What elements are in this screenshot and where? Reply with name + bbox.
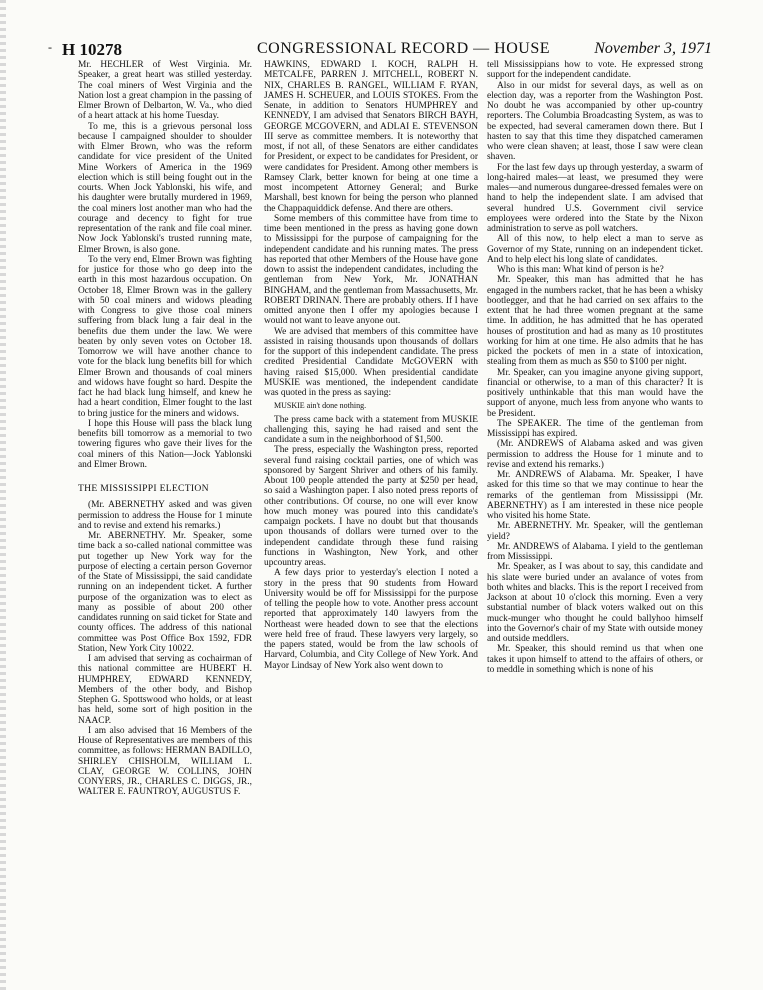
paragraph: To me, this is a grievous personal loss because I campaigned shoulder to shoulder with Elmer Brown, who was the reform candidate for vice president of the United Mine Workers of America in the 1969 election which is still being fought out in the courts. When Jock Yablonski, his wife, and his daughter were brutally murdered in 1969, the coal miners lost another man who had the courage and decency to fight for true representation of the rank and file coal miner. Now Jock Yablonski's trusted running mate, Elmer Brown, is also gone. [78, 121, 252, 255]
section-heading: THE MISSISSIPPI ELECTION [78, 483, 209, 494]
publication-date: November 3, 1971 [594, 40, 712, 57]
paragraph: I am also advised that 16 Members of the House of Representatives are members of this committee, as follows: HERMAN BADILLO, SHIRLEY CHISHOLM, WILLIAM L. CLAY, GEORGE W. COLLINS, JOHN CONYERS, JR., CHARLES C. DIGGS, JR., WALTER E. FAUNTROY, AUGUSTUS F. [78, 725, 252, 798]
paragraph: Who is this man: What kind of person is he? [497, 265, 664, 275]
publication-title: CONGRESSIONAL RECORD — HOUSE [257, 40, 550, 57]
paragraph: Mr. ANDREWS of Alabama. I yield to the gentleman from Mississippi. [487, 541, 703, 562]
paragraph: I am advised that serving as cochairman of this national committee are HUBERT H. HUMPHREY, EDWARD KENNEDY, Members of the other body, and Bishop Stephen G. Spottswood who holds, or at least has held, some sort of high position in the NAACP. [78, 654, 252, 726]
paragraph: The SPEAKER. The time of the gentleman from Mississippi has expired. [487, 418, 703, 439]
paragraph: Mr. ABERNETHY. Mr. Speaker, some time back a so-called national committee was put together up New York way for the purpose of electing a certain person Governor of the State of Mississippi, the said candidate running on an independent ticket. A further purpose of the organization was to elect as many as possible of about 200 other candidates running on said ticket for State and county offices. The address of this national committee was Post Office Box 1592, FDR Station, New York City 10022. [78, 531, 252, 654]
paragraph: Mr. HECHLER of West Virginia. Mr. Speaker, a great heart was stilled yesterday. The coal miners of West Virginia and the Nation lost a great champion in the passing of Elmer Brown of Delbarton, W. Va., who died of a heart attack at his home Tuesday. [78, 60, 252, 122]
block-quote: MUSKIE ain't done nothing. [274, 401, 367, 411]
paragraph: I hope this House will pass the black lung benefits bill tomorrow as a memorial to two towering figures who gave their lives for the coal miners of this Nation—Jock Yablonski and Elmer Brown. [78, 418, 252, 470]
paragraph: Mr. ANDREWS of Alabama. Mr. Speaker, I have asked for this time so that we may continue to hear the remarks of the gentleman from Mississippi (Mr. ABERNETHY) as I am interested in these nice people who visited his home State. [487, 470, 703, 521]
paragraph: To the very end, Elmer Brown was fighting for justice for those who go deep into the earth in this most hazardous occupation. On October 18, Elmer Brown was in the gallery with 50 coal miners and widows pleading with Congress to give those coal miners suffering from black lung a fair deal in the benefits due them under the law. We were beaten by only seven votes on October 18. Tomorrow we will have another chance to vote for the black lung benefits bill for which Elmer Brown and thousands of coal miners and widows have fought so hard. Despite the fact he had black lung himself, and knew he had a heart condition, Elmer fought to the last to bring justice for the miners and widows. [78, 254, 252, 419]
paragraph: We are advised that members of this committee have assisted in raising thousands upon thousands of dollars for the support of this independent candidate. The press credited Presidential Candidate McGOVERN with having raised $15,000. When presidential candidate MUSKIE was mentioned, the independent candidate was quoted in the press as saying: [264, 326, 478, 398]
scan-mark: - [48, 40, 52, 54]
paragraph: Some members of this committee have from time to time been mentioned in the press as having gone down to Mississippi for the purpose of campaigning for the independent candidate and his running mates. The press has reported that other Members of the House have gone down to assist the independent candidates, including the gentleman from New York, Mr. JONATHAN BINGHAM, and the gentleman from Massachusetts, Mr. ROBERT DRINAN. There are probably others. If I have omitted anyone then I offer my apologies because I would not want to leave anyone out. [264, 213, 478, 327]
column-3 [487, 60, 703, 980]
page-header [62, 40, 712, 62]
paragraph: (Mr. ABERNETHY asked and was given permission to address the House for 1 minute and to revise and extend his remarks.) [78, 500, 252, 531]
paragraph: tell Mississippians how to vote. He expressed strong support for the independent candidate. [487, 60, 703, 81]
paragraph: Mr. Speaker, this should remind us that when one takes it upon himself to attend to the affairs of others, or to meddle in something which is none of his [487, 644, 703, 675]
paragraph: HAWKINS, EDWARD I. KOCH, RALPH H. METCALFE, PARREN J. MITCHELL, ROBERT N. NIX, CHARLES B. RANGEL, WILLIAM F. RYAN, JAMES H. SCHEUER, and LOUIS STOKES. From the Senate, in addition to Senators HUMPHREY and KENNEDY, I am advised that Senators BIRCH BAYH, GEORGE MCGOVERN, and ADLAI E. STEVENSON III serve as committee members. It is noteworthy that most, if not all, of these Senators are either candidates for President, or expect to be candidates for President, or were candidates for President. Among other members is Ramsey Clark, better known for being at one time a most incompetent Attorney General; and Burke Marshall, best known for being the person who planned the Chappaquiddick defense. And there are others. [264, 60, 478, 214]
paragraph: Mr. Speaker, this man has admitted that he has engaged in the numbers racket, that he has been a whisky bootlegger, and that he had carried on sex affairs to the extent that he had three women pregnant at the same time. In addition, he has admitted that he has operated houses of prostitution and had as many as 10 prostitutes working for him at one time. He also admits that he has picked the pockets of men in a state of intoxication, stealing from them as much as $50 to $100 per night. [487, 275, 703, 368]
paragraph: Mr. ABERNETHY. Mr. Speaker, will the gentleman yield? [487, 521, 703, 542]
paragraph: Mr. Speaker, can you imagine anyone giving support, financial or otherwise, to a man of this character? It is positively unthinkable that this man would have the support of anyone, much less from anyone who wants to be President. [487, 367, 703, 419]
paragraph: The press came back with a statement from MUSKIE challenging this, saying he had raised and sent the candidate a sum in the neighborhood of $1,500. [264, 414, 478, 445]
paragraph: (Mr. ANDREWS of Alabama asked and was given permission to address the House for 1 minute and to revise and extend his remarks.) [487, 439, 703, 470]
paragraph: A few days prior to yesterday's election I noted a story in the press that 90 students from Howard University would be off for Mississippi for the purpose of telling the people how to vote. Another press account reported that approximately 140 lawyers from the Northeast were headed down to see that the elections were held free of fraud. These lawyers very largely, so the papers stated, would be from the law schools of Harvard, Columbia, and City College of New York. And Mayor Lindsay of New York also went down to [264, 568, 478, 671]
page-number: H 10278 [62, 40, 122, 59]
paragraph: Mr. Speaker, as I was about to say, this candidate and his slate were buried under an avalance of votes from both whites and blacks. This is the report I received from Jackson at about 10 o'clock this morning. Even a very substantial number of black voters walked out on this muck-munger who thought he could ballyhoo himself into the Governor's chair of my State with outside money and outside meddlers. [487, 562, 703, 644]
paragraph: All of this now, to help elect a man to serve as Governor of my State, running on an independent ticket. And to help elect his long slate of candidates. [487, 234, 703, 265]
paragraph: The press, especially the Washington press, reported several fund raising cocktail parties, one of which was sponsored by Sargent Shriver and others of his family. About 100 people attended the party at $250 per head, so said a Washington paper. I also noted press reports of other contributions. Of course, no one will ever know how much money was poured into this candidate's campaign pockets. I have no doubt but that thousands upon thousands of dollars were turned over to the independent candidate through these fund raising functions in Washington, New York, and other upcountry areas. [264, 445, 478, 568]
paragraph: Also in our midst for several days, as well as on election day, was a reporter from the Washington Post. No doubt he was accompanied by other up-country reporters. The Columbia Broadcasting System, as was to be expected, had several cameramen down there. But I hasten to say that this time they dispatched cameramen who were clean shaven; at least, those I saw were clean shaven. [487, 80, 703, 163]
column-2 [264, 60, 478, 980]
scan-edge [0, 0, 6, 990]
paragraph: For the last few days up through yesterday, a swarm of long-haired males—at least, we presumed they were males—and numerous dungaree-dressed females were on hand to help the independent slate. I am advised that several hundred U.S. Government civil service employees were ordered into the State by the Nixon administration to serve as poll watchers. [487, 162, 703, 234]
column-1 [78, 60, 252, 980]
